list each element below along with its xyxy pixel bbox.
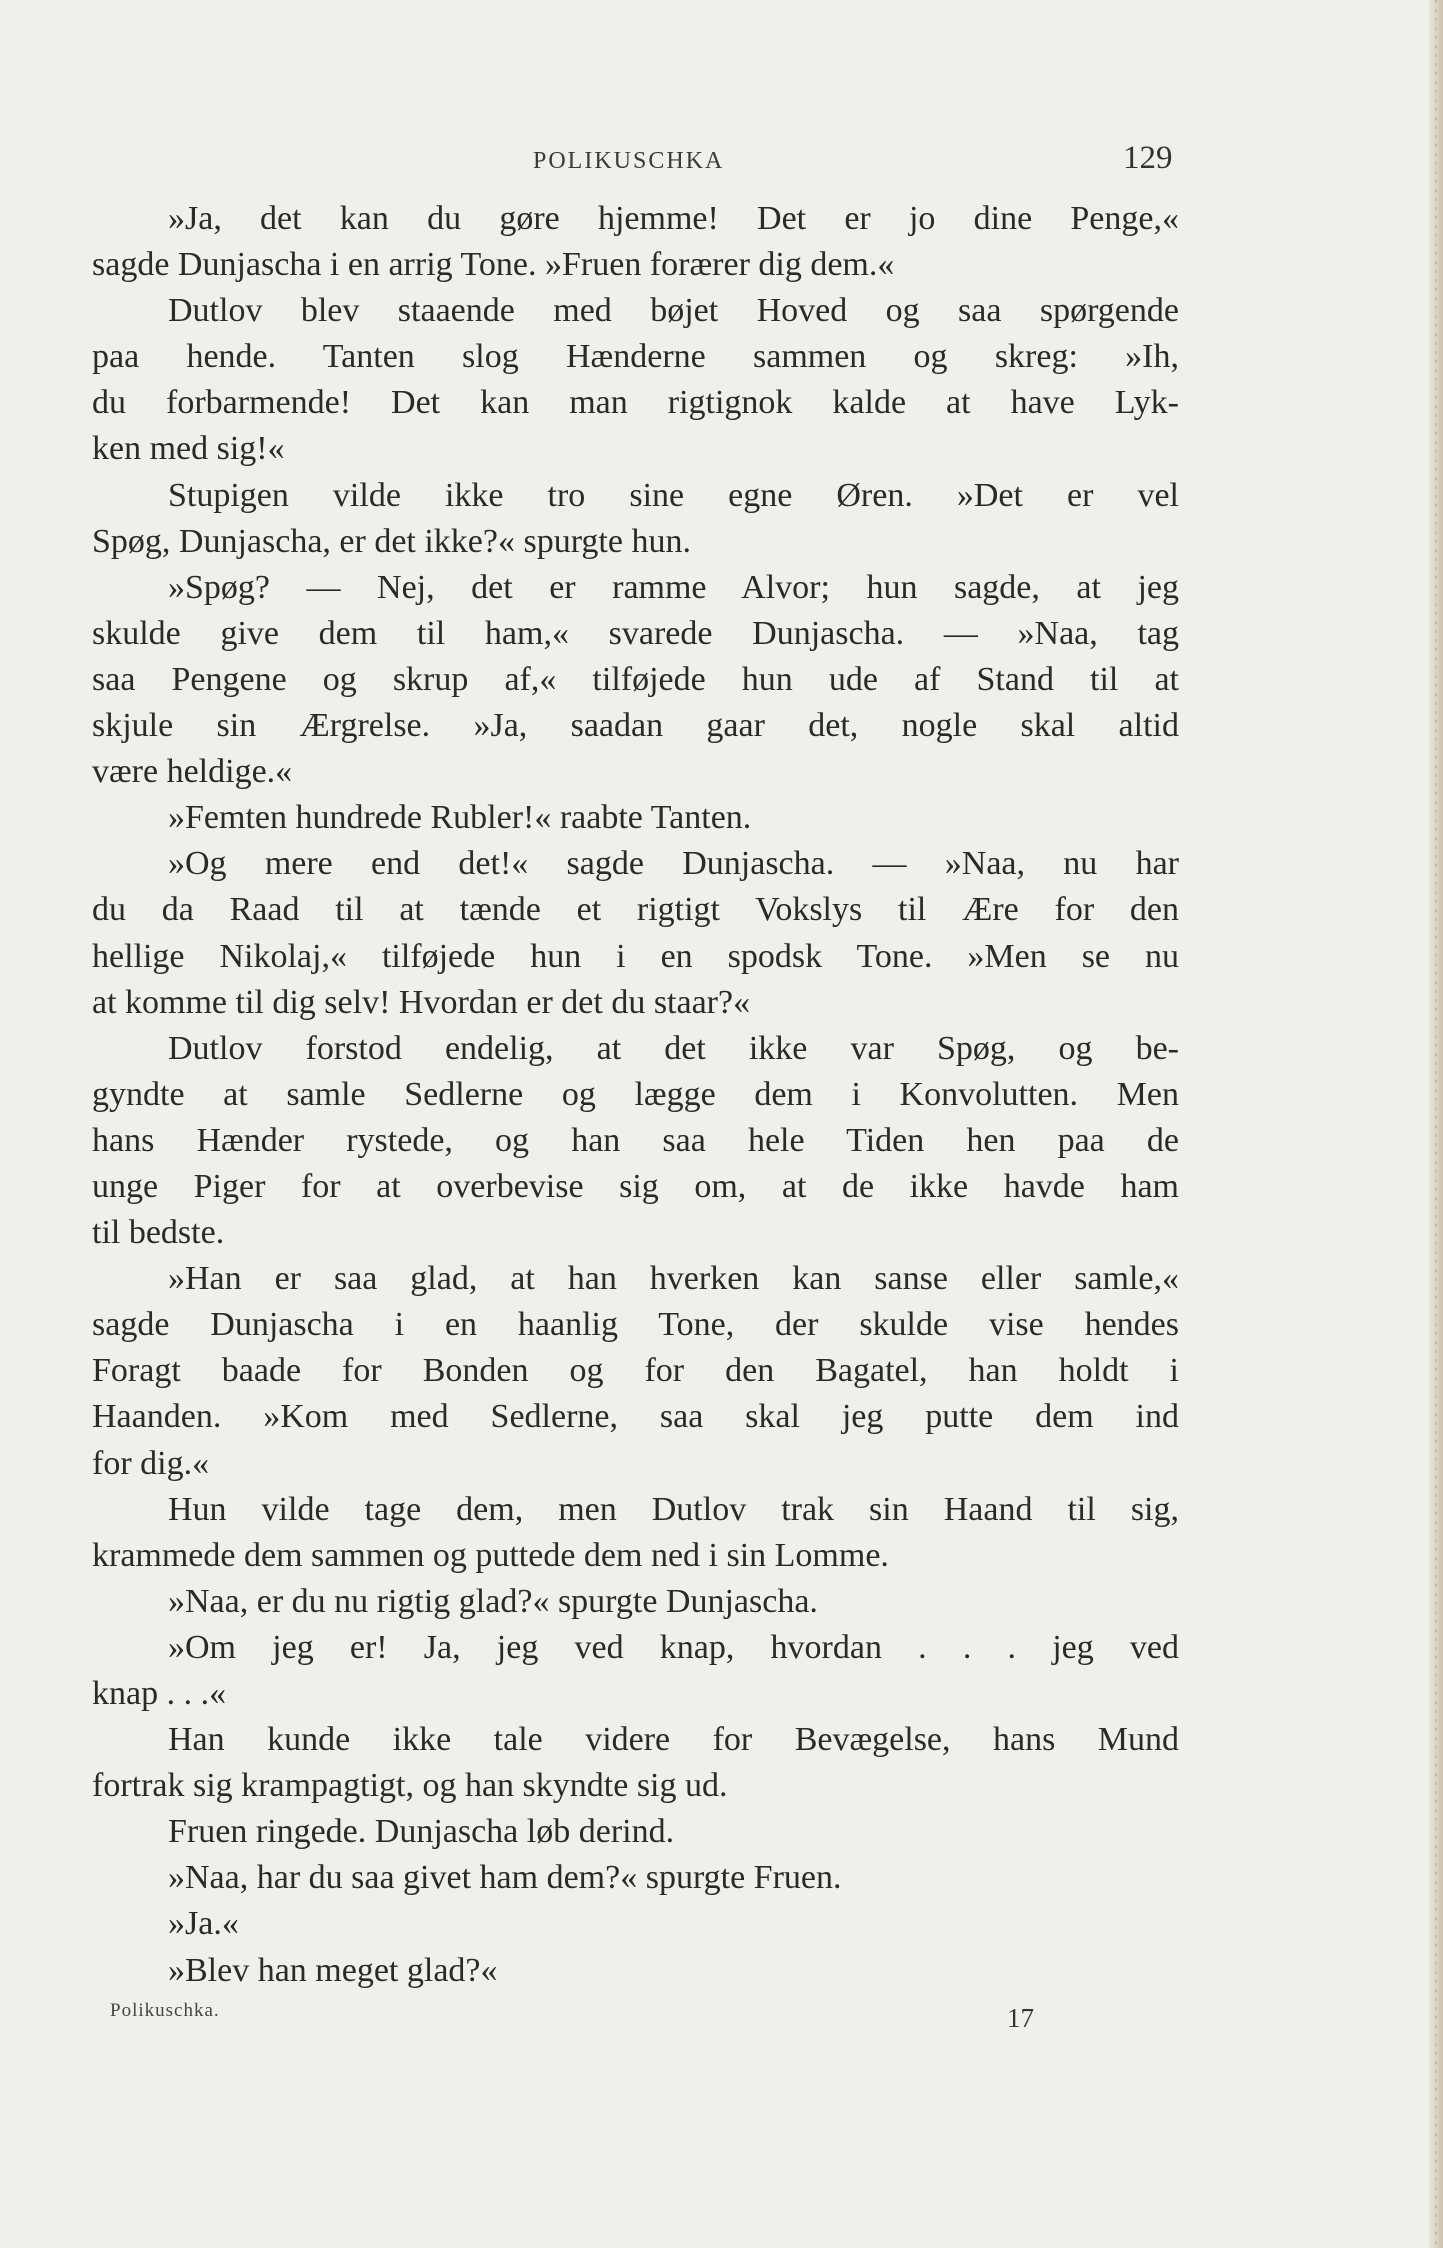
text-line: paa hende. Tanten slog Hænderne sammen og skreg: »Ih, xyxy=(92,338,1179,376)
text-line: Dutlov forstod endelig, at det ikke var Spøg, og be- xyxy=(168,1029,1179,1067)
printer-signature: Polikuschka. xyxy=(110,2000,220,2021)
text-line: krammede dem sammen og puttede dem ned i sin Lomme. xyxy=(92,1536,889,1574)
text-line: at komme til dig selv! Hvordan er det du staar?« xyxy=(92,983,751,1021)
text-line: Han kunde ikke tale videre for Bevægelse, hans Mund xyxy=(168,1721,1179,1759)
text-line: Haanden. »Kom med Sedlerne, saa skal jeg putte dem ind xyxy=(92,1398,1179,1436)
text-line: du forbarmende! Det kan man rigtignok kalde at have Lyk- xyxy=(92,384,1179,422)
text-line: »Femten hundrede Rubler!« raabte Tanten. xyxy=(168,799,752,837)
text-line: skjule sin Ærgrelse. »Ja, saadan gaar det, nogle skal altid xyxy=(92,707,1179,745)
text-line: »Og mere end det!« sagde Dunjascha. — »Naa, nu har xyxy=(168,845,1179,883)
text-line: være heldige.« xyxy=(92,753,293,791)
text-line: Dutlov blev staaende med bøjet Hoved og saa spørgende xyxy=(168,292,1179,330)
text-line: »Spøg? — Nej, det er ramme Alvor; hun sagde, at jeg xyxy=(168,568,1179,606)
text-line: ken med sig!« xyxy=(92,430,285,468)
text-line: »Om jeg er! Ja, jeg ved knap, hvordan . . . jeg ved xyxy=(168,1628,1179,1666)
sheet-number: 17 xyxy=(1007,2003,1034,2033)
page-number: 129 xyxy=(1123,140,1173,176)
text-line: »Han er saa glad, at han hverken kan sanse eller samle,« xyxy=(168,1260,1179,1298)
text-line: skulde give dem til ham,« svarede Dunjascha. — »Naa, tag xyxy=(92,614,1179,652)
text-line: for dig.« xyxy=(92,1444,210,1482)
text-line: »Blev han meget glad?« xyxy=(168,1951,498,1989)
text-line: sagde Dunjascha i en arrig Tone. »Fruen forærer dig dem.« xyxy=(92,246,895,284)
text-line: gyndte at samle Sedlerne og lægge dem i Konvolutten. Men xyxy=(92,1075,1179,1113)
page-edge xyxy=(1429,0,1443,2248)
text-line: hellige Nikolaj,« tilføjede hun i en spodsk Tone. »Men se nu xyxy=(92,937,1179,975)
text-line: »Naa, er du nu rigtig glad?« spurgte Dunjascha. xyxy=(168,1582,818,1620)
text-line: Stupigen vilde ikke tro sine egne Øren. »Det er vel xyxy=(168,476,1179,514)
text-line: saa Pengene og skrup af,« tilføjede hun ude af Stand til at xyxy=(92,660,1179,698)
text-line: Fruen ringede. Dunjascha løb derind. xyxy=(168,1813,675,1851)
text-line: knap . . .« xyxy=(92,1675,227,1712)
text-line: fortrak sig krampagtigt, og han skyndte sig ud. xyxy=(92,1767,728,1805)
text-line: Foragt baade for Bonden og for den Bagatel, han holdt i xyxy=(92,1352,1179,1390)
text-line: hans Hænder rystede, og han saa hele Tiden hen paa de xyxy=(92,1121,1179,1159)
text-line: »Ja.« xyxy=(168,1905,239,1943)
text-line: sagde Dunjascha i en haanlig Tone, der skulde vise hendes xyxy=(92,1306,1179,1344)
body-text xyxy=(92,196,1179,1994)
running-title: POLIKUSCHKA xyxy=(533,148,725,174)
text-line: unge Piger for at overbevise sig om, at de ikke havde ham xyxy=(92,1167,1179,1205)
text-line: Hun vilde tage dem, men Dutlov trak sin Haand til sig, xyxy=(168,1490,1179,1528)
text-line: til bedste. xyxy=(92,1214,225,1252)
text-line: »Ja, det kan du gøre hjemme! Det er jo dine Penge,« xyxy=(168,200,1179,237)
text-line: »Naa, har du saa givet ham dem?« spurgte Fruen. xyxy=(168,1859,842,1897)
text-line: Spøg, Dunjascha, er det ikke?« spurgte hun. xyxy=(92,522,691,560)
text-line: du da Raad til at tænde et rigtigt Vokslys til Ære for den xyxy=(92,891,1179,929)
